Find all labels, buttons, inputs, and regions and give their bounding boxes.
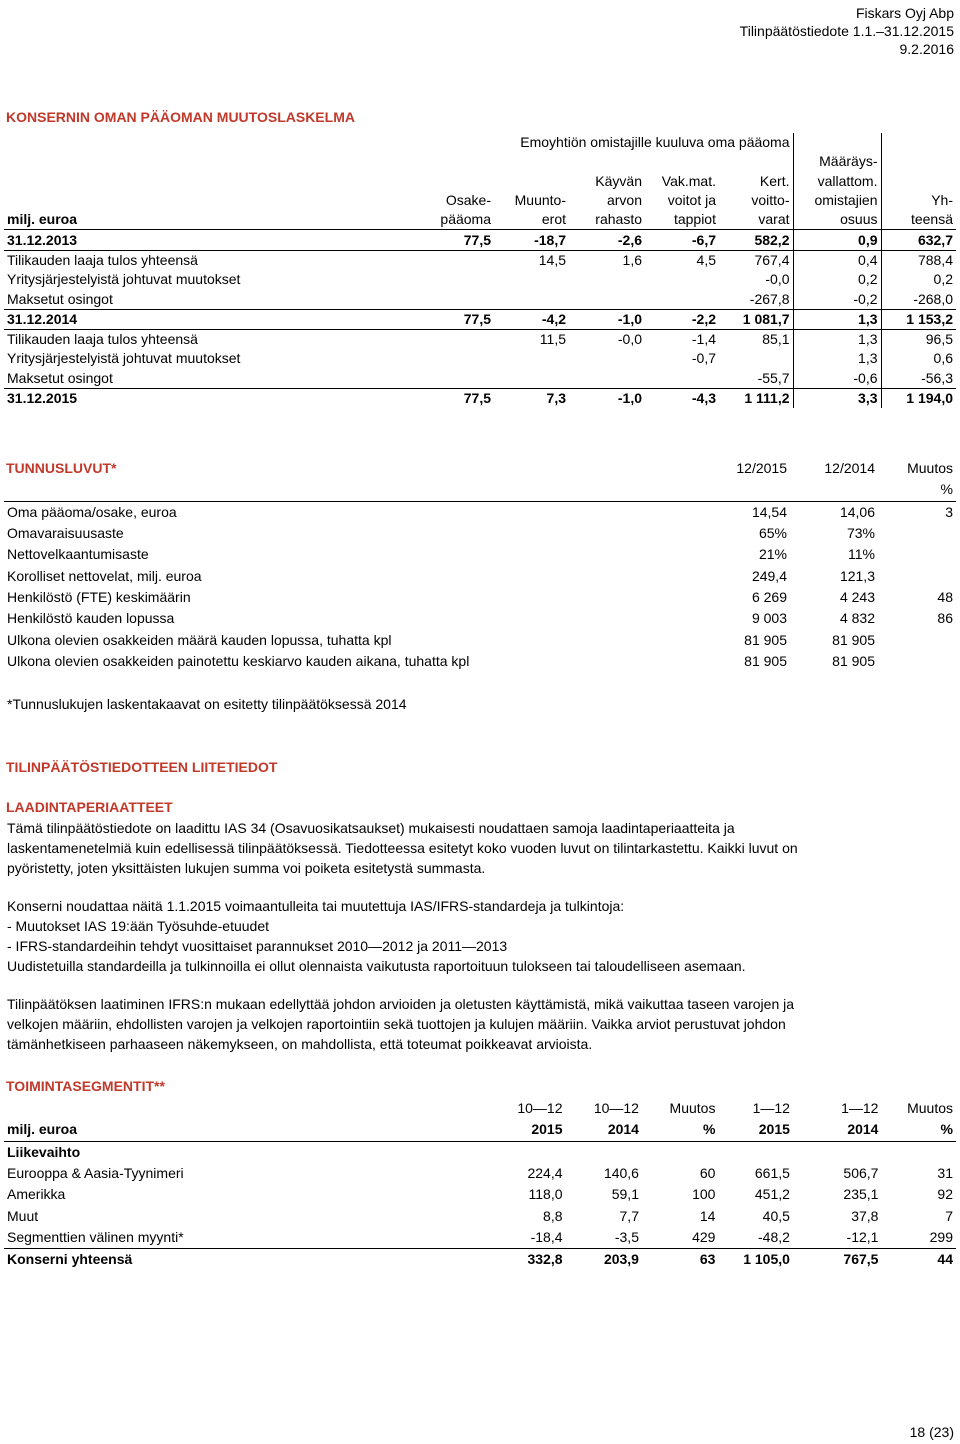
- table-row: [4, 1163, 956, 1184]
- equity-table: [4, 133, 956, 408]
- table-cell: [424, 270, 494, 289]
- column-header: Käyvän: [595, 172, 642, 189]
- column-header: teensä: [881, 210, 956, 230]
- notes-paragraph-3: [7, 994, 947, 1054]
- table-header-label: [4, 172, 424, 191]
- table-row: [4, 565, 956, 586]
- table-cell: [704, 479, 790, 501]
- row-label: Ulkona olevien osakkeiden määrä kauden lopussa, tuhatta kpl: [7, 631, 392, 648]
- row-label: Konserni yhteensä: [4, 1249, 487, 1271]
- column-header: 2014: [793, 1119, 882, 1141]
- column-header: [424, 152, 494, 171]
- table-cell: 0,9: [793, 230, 881, 250]
- table-cell: -0,7: [691, 350, 716, 367]
- table-cell: [878, 565, 956, 586]
- table-cell: 1,3: [793, 309, 881, 329]
- row-label: Yritysjärjestelyistä johtuvat muutokset: [7, 350, 241, 367]
- table-cell: [878, 629, 956, 650]
- table-cell: [569, 270, 645, 289]
- column-header: [881, 172, 956, 191]
- column-header: 10—12: [517, 1100, 563, 1117]
- table-cell: [569, 289, 645, 309]
- table-cell: 11,5: [494, 329, 569, 349]
- text-line: laskentamenetelmiä kuin edellisessä tilinpäätöksessä. Tiedotteessa esitetyt koko vuoden luvut on tilintarkastettu. Kaikki luvut on: [7, 840, 798, 856]
- table-cell: -55,7: [719, 369, 793, 389]
- column-header: Muutos: [907, 1100, 953, 1117]
- table-cell: 65%: [758, 525, 787, 542]
- table-cell: [424, 369, 494, 389]
- table-cell: [793, 133, 881, 152]
- column-header: Yh-: [931, 192, 953, 209]
- column-header: Muutos: [669, 1100, 716, 1117]
- row-label: Muut: [7, 1207, 39, 1224]
- table-cell: 506,7: [843, 1165, 879, 1182]
- table-cell: [569, 369, 645, 389]
- table-row: [4, 230, 956, 250]
- table-cell: 7,3: [494, 388, 569, 408]
- table-cell: 63: [642, 1249, 718, 1271]
- table-row: [4, 1205, 956, 1226]
- column-header: [424, 172, 494, 191]
- table-cell: -267,8: [719, 289, 793, 309]
- table-cell: 59,1: [611, 1186, 639, 1203]
- table-cell: 788,4: [881, 250, 956, 270]
- table-cell: 8,8: [543, 1207, 563, 1224]
- column-header: Kert.: [719, 172, 793, 191]
- column-header: voitot ja: [667, 192, 716, 209]
- table-row: [4, 608, 956, 629]
- table-cell: 0,2: [793, 270, 881, 289]
- notes-paragraph-1: [7, 818, 947, 878]
- table-cell: 81 905: [832, 652, 875, 669]
- table-cell: [881, 133, 956, 152]
- row-label: Omavaraisuusaste: [7, 525, 124, 542]
- table-cell: -1,0: [569, 309, 645, 329]
- table-cell: 661,5: [754, 1165, 790, 1182]
- column-header: rahasto: [569, 210, 645, 230]
- table-row: [4, 1184, 956, 1205]
- table-cell: 40,5: [762, 1207, 790, 1224]
- column-header: 1—12: [841, 1100, 879, 1117]
- table-cell: 7,7: [619, 1207, 639, 1224]
- row-label: Maksetut osingot: [7, 369, 113, 386]
- row-label: Henkilöstö kauden lopussa: [7, 610, 175, 627]
- table-cell: 85,1: [719, 329, 793, 349]
- column-header: omistajien: [793, 191, 881, 210]
- table-cell: 632,7: [917, 231, 953, 248]
- table-header-row: [4, 133, 956, 152]
- text-line: Konserni noudattaa näitä 1.1.2015 voimaantulleita tai muutettuja IAS/IFRS-standardeja ja tulkintoja:: [7, 898, 625, 914]
- column-header: [645, 152, 719, 171]
- table-cell: 451,2: [754, 1186, 790, 1203]
- table-cell: 299: [929, 1228, 953, 1245]
- table-cell: 1 105,0: [718, 1249, 792, 1271]
- table-cell: 6 269: [751, 588, 787, 605]
- table-cell: [569, 349, 645, 368]
- keyfigures-title: TUNNUSLUVUT*: [6, 460, 117, 476]
- column-header: 2015: [718, 1119, 792, 1141]
- table-row: [4, 270, 956, 289]
- table-cell: [645, 369, 719, 389]
- report-date: 9.2.2016: [899, 41, 954, 57]
- table-row: [4, 250, 956, 270]
- table-cell: [645, 270, 719, 289]
- table-row: [4, 369, 956, 389]
- table-cell: 118,0: [528, 1186, 563, 1203]
- column-header: tappiot: [645, 210, 719, 230]
- table-row: [4, 329, 956, 349]
- column-header: erot: [494, 210, 569, 230]
- table-cell: 4,5: [645, 250, 719, 270]
- table-cell: -56,3: [921, 369, 953, 386]
- column-header: 12/2014: [824, 460, 875, 477]
- row-label: Nettovelkaantumisaste: [7, 546, 149, 563]
- table-cell: 0,6: [933, 350, 953, 367]
- notes-subtitle: LAADINTAPERIAATTEET: [6, 799, 173, 815]
- column-header: 2015: [487, 1119, 565, 1141]
- table-cell: 44: [881, 1249, 956, 1271]
- table-cell: 81 905: [832, 631, 875, 648]
- table-header-label: milj. euroa: [4, 210, 424, 230]
- column-header: %: [642, 1119, 718, 1141]
- table-cell: -0,0: [569, 329, 645, 349]
- table-cell: [645, 289, 719, 309]
- table-cell: 92: [937, 1186, 953, 1203]
- report-name: Tilinpäätöstiedote 1.1.–31.12.2015: [739, 23, 954, 39]
- table-header-label: milj. euroa: [4, 1119, 487, 1141]
- table-row: [4, 587, 956, 608]
- table-header-row: [4, 1098, 956, 1119]
- column-header: Osake-: [445, 192, 491, 209]
- table-header-label: [4, 191, 424, 210]
- column-header: [494, 172, 569, 191]
- table-header-row: [4, 479, 956, 501]
- table-cell: 9 003: [751, 610, 787, 627]
- table-cell: 1 194,0: [881, 388, 956, 408]
- row-label: Tilikauden laaja tulos yhteensä: [4, 329, 424, 349]
- text-line: - Muutokset IAS 19:ään Työsuhde-etuudet: [7, 918, 270, 934]
- column-header: Muutos: [907, 460, 953, 477]
- table-cell: -2,2: [645, 309, 719, 329]
- table-section-row: [4, 1141, 956, 1163]
- table-row: [4, 289, 956, 309]
- table-row: [4, 501, 956, 523]
- table-cell: 60: [699, 1165, 716, 1182]
- text-line: pyöristetty, joten yksittäisten lukujen summa voi poiketa esitetystä summasta.: [7, 860, 486, 876]
- table-cell: -0,2: [793, 289, 881, 309]
- table-cell: -48,2: [758, 1228, 790, 1245]
- table-cell: 4 832: [839, 610, 875, 627]
- column-header: vallattom.: [793, 172, 881, 191]
- keyfigures-table: [4, 458, 956, 672]
- table-cell: 121,3: [839, 567, 875, 584]
- table-row: [4, 1227, 956, 1249]
- table-cell: [424, 289, 494, 309]
- table-header-row: [4, 152, 956, 171]
- table-cell: [878, 523, 956, 544]
- column-header: %: [878, 479, 956, 501]
- row-label: Korolliset nettovelat, milj. euroa: [7, 567, 202, 584]
- table-cell: -4,3: [645, 388, 719, 408]
- table-cell: -2,6: [617, 231, 642, 248]
- table-cell: 429: [692, 1228, 716, 1245]
- table-cell: 249,4: [751, 567, 787, 584]
- row-label: 31.12.2013: [7, 231, 78, 248]
- text-line: Uudistetuilla standardeilla ja tulkinnoilla ei ollut olennaista vaikutusta raportoituun tulokseen tai taloudelliseen asemaan.: [7, 958, 746, 974]
- table-cell: 0,2: [933, 271, 953, 288]
- table-cell: [4, 133, 424, 152]
- table-cell: 37,8: [851, 1207, 879, 1224]
- section-label: Liikevaihto: [7, 1143, 81, 1160]
- table-cell: [494, 289, 569, 309]
- table-cell: 48: [937, 588, 953, 605]
- text-line: Tilinpäätöksen laatiminen IFRS:n mukaan edellyttää johdon arvioiden ja oletusten käyttämistä, mikä vaikuttaa taseen varojen ja: [7, 996, 795, 1012]
- table-cell: 14,54: [751, 503, 787, 520]
- table-cell: 11%: [848, 546, 875, 563]
- table-row: [4, 629, 956, 650]
- table-cell: 203,9: [566, 1249, 642, 1271]
- table-cell: 7: [945, 1207, 953, 1224]
- column-header: Vak.mat.: [661, 172, 716, 189]
- page-number: 18 (23): [909, 1424, 954, 1440]
- row-label: Eurooppa & Aasia-Tyynimeri: [7, 1165, 184, 1182]
- notes-paragraph-2: [7, 896, 947, 976]
- column-header: [719, 152, 793, 171]
- table-header-label: [4, 152, 424, 171]
- table-cell: 1,3: [793, 329, 881, 349]
- row-label: 31.12.2015: [4, 388, 424, 408]
- table-cell: 3: [945, 503, 953, 520]
- table-cell: 14: [699, 1207, 716, 1224]
- table-cell: [494, 270, 569, 289]
- text-line: velkojen määriin, ehdollisten varojen ja velkojen raportointiin sekä tuottojen ja kulujen määriin. Vaikka arviot perustuvat johdon: [7, 1016, 786, 1032]
- table-row: [4, 388, 956, 408]
- table-header-row: [4, 172, 956, 191]
- table-cell: 14,06: [839, 503, 875, 520]
- table-cell: 77,5: [463, 231, 491, 248]
- table-cell: 81 905: [744, 652, 787, 669]
- table-cell: 332,8: [487, 1249, 565, 1271]
- table-header-row: [4, 1119, 956, 1141]
- column-header: pääoma: [424, 210, 494, 230]
- text-line: tämänhetkiseen parhaaseen näkemykseen, on mahdollista, että toteumat poikkeavat arvioista.: [7, 1036, 593, 1052]
- column-header: 1—12: [752, 1100, 790, 1117]
- column-header: 12/2015: [736, 460, 787, 477]
- table-cell: 81 905: [744, 631, 787, 648]
- row-label: Amerikka: [7, 1186, 66, 1203]
- keyfigures-footnote: *Tunnuslukujen laskentakaavat on esitetty tilinpäätöksessä 2014: [7, 696, 407, 712]
- table-row: [4, 309, 956, 329]
- table-cell: [494, 349, 569, 368]
- table-total-row: [4, 1249, 956, 1271]
- text-line: - IFRS-standardeihin tehdyt vuosittaiset parannukset 2010—2012 ja 2011—2013: [7, 938, 508, 954]
- column-header: osuus: [793, 210, 881, 230]
- table-row: [4, 349, 956, 368]
- table-cell: 224,4: [527, 1165, 563, 1182]
- row-label: Yritysjärjestelyistä johtuvat muutokset: [7, 271, 241, 288]
- table-cell: 1 111,2: [719, 388, 793, 408]
- table-cell: 77,5: [424, 388, 494, 408]
- row-label: Tilikauden laaja tulos yhteensä: [4, 250, 424, 270]
- table-cell: [424, 329, 494, 349]
- table-cell: [878, 544, 956, 565]
- table-cell: -1,4: [645, 329, 719, 349]
- column-header: Muunto-: [514, 192, 566, 209]
- column-header: 2014: [566, 1119, 642, 1141]
- table-cell: 582,2: [719, 230, 793, 250]
- table-cell: 31: [937, 1165, 953, 1182]
- table-cell: [790, 479, 878, 501]
- table-cell: 21%: [758, 546, 787, 563]
- column-header: Määräys-: [793, 152, 881, 171]
- table-cell: 73%: [846, 525, 875, 542]
- table-cell: 1 081,7: [719, 309, 793, 329]
- row-label: Segmenttien välinen myynti*: [7, 1228, 184, 1245]
- table-cell: 3,3: [793, 388, 881, 408]
- row-label: 31.12.2014: [4, 309, 424, 329]
- table-cell: [878, 651, 956, 672]
- table-cell: 1,6: [569, 250, 645, 270]
- table-cell: -0,0: [719, 270, 793, 289]
- table-cell: [4, 458, 704, 479]
- table-header-row: [4, 191, 956, 210]
- document-header: [740, 4, 954, 58]
- table-cell: 235,1: [843, 1186, 879, 1203]
- table-cell: -18,7: [534, 231, 566, 248]
- table-cell: 140,6: [603, 1165, 639, 1182]
- table-cell: 96,5: [881, 329, 956, 349]
- table-cell: -268,0: [913, 290, 953, 307]
- table-header-row: [4, 458, 956, 479]
- column-header: [494, 152, 569, 171]
- column-header: varat: [719, 210, 793, 230]
- table-group-header: Emoyhtiön omistajille kuuluva oma pääoma: [424, 133, 793, 152]
- segments-title: TOIMINTASEGMENTIT**: [6, 1078, 165, 1094]
- company-name: Fiskars Oyj Abp: [855, 5, 954, 21]
- table-row: [4, 544, 956, 565]
- column-header: %: [881, 1119, 956, 1141]
- table-cell: [4, 1098, 487, 1119]
- table-cell: -3,5: [614, 1228, 639, 1245]
- table-cell: 4 243: [839, 588, 875, 605]
- table-cell: 1 153,2: [881, 309, 956, 329]
- table-cell: [424, 349, 494, 368]
- row-label: Oma pääoma/osake, euroa: [7, 503, 177, 520]
- notes-title: TILINPÄÄTÖSTIEDOTTEEN LIITETIEDOT: [6, 759, 278, 775]
- table-cell: 767,4: [719, 250, 793, 270]
- table-cell: -6,7: [691, 231, 716, 248]
- column-header: [881, 152, 956, 171]
- table-row: [4, 523, 956, 544]
- row-label: Maksetut osingot: [7, 290, 113, 307]
- table-cell: -12,1: [846, 1228, 879, 1245]
- table-cell: 1,3: [793, 349, 881, 368]
- table-header-row: [4, 210, 956, 230]
- table-cell: [494, 369, 569, 389]
- table-cell: 0,4: [793, 250, 881, 270]
- column-header: [569, 152, 645, 171]
- column-header: arvon: [606, 192, 642, 209]
- table-cell: -18,4: [530, 1228, 563, 1245]
- table-cell: 767,5: [793, 1249, 882, 1271]
- table-row: [4, 651, 956, 672]
- table-cell: 86: [937, 610, 953, 627]
- column-header: 10—12: [593, 1100, 639, 1117]
- segments-table: [4, 1098, 956, 1270]
- row-label: Ulkona olevien osakkeiden painotettu keskiarvo kauden aikana, tuhatta kpl: [7, 652, 470, 669]
- table-cell: 77,5: [424, 309, 494, 329]
- table-cell: 14,5: [494, 250, 569, 270]
- table-cell: -0,6: [793, 369, 881, 389]
- text-line: Tämä tilinpäätöstiedote on laadittu IAS 34 (Osavuosikatsaukset) mukaisesti noudattaen samoja laadintaperiaatteita ja: [7, 820, 735, 836]
- table-cell: [719, 349, 793, 368]
- column-header: voitto-: [719, 191, 793, 210]
- table-cell: -1,0: [569, 388, 645, 408]
- table-cell: 100: [692, 1186, 716, 1203]
- equity-title: KONSERNIN OMAN PÄÄOMAN MUUTOSLASKELMA: [6, 109, 355, 125]
- row-label: Henkilöstö (FTE) keskimäärin: [7, 588, 191, 605]
- table-cell: [424, 250, 494, 270]
- table-cell: -4,2: [494, 309, 569, 329]
- table-cell: [4, 479, 704, 501]
